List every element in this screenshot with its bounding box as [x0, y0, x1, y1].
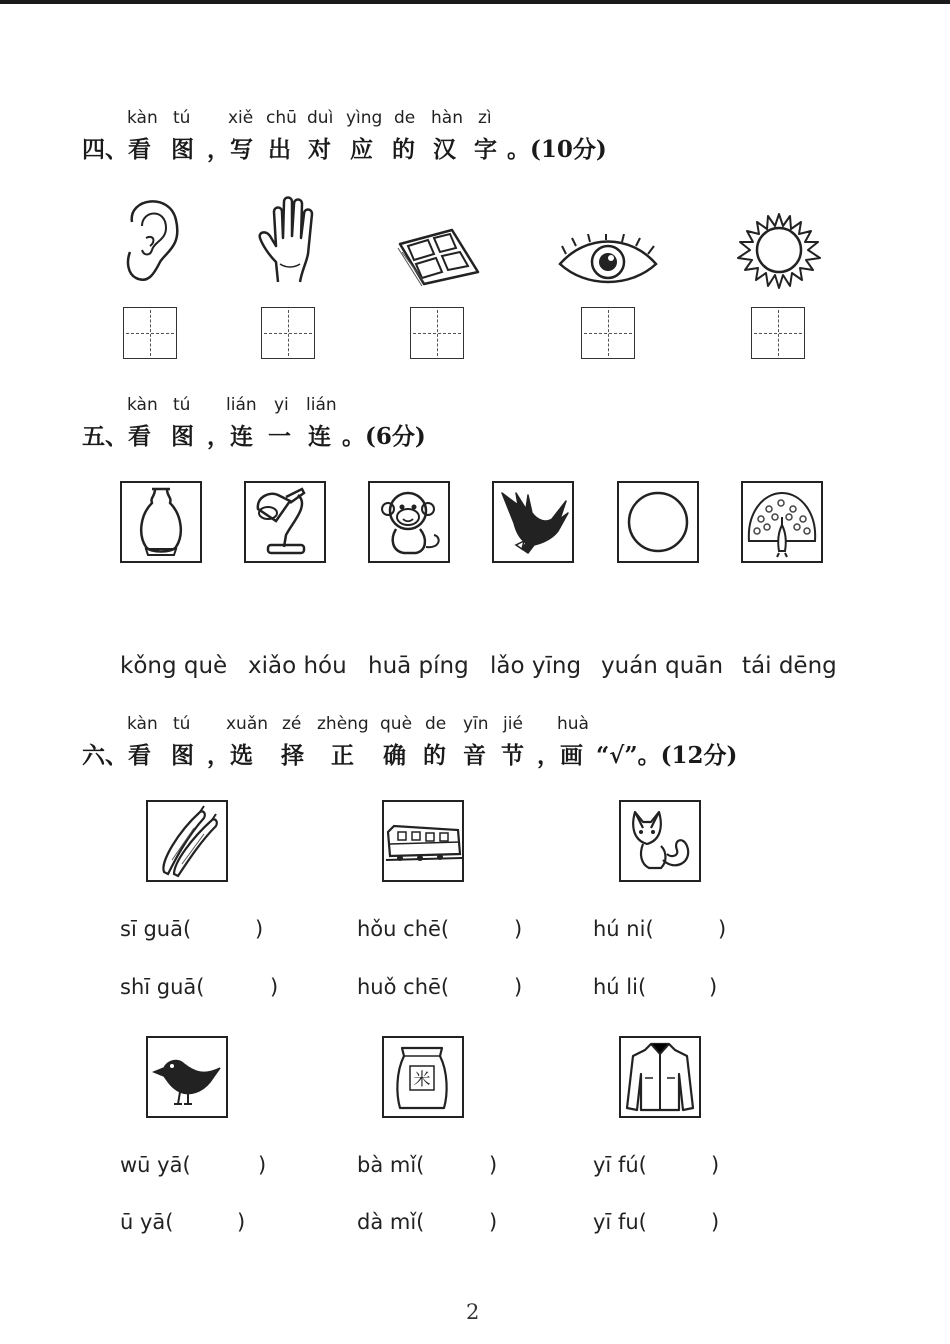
- page-number: 2: [466, 1300, 480, 1324]
- sun-icon: [734, 210, 824, 290]
- section4-title: [0, 131, 950, 163]
- section4-pinyin: [0, 108, 950, 130]
- title-char: ，写: [207, 136, 253, 163]
- pinyin: de: [425, 714, 447, 734]
- title-char: 图: [171, 136, 194, 163]
- title-char: 的: [423, 742, 446, 769]
- pinyin: lián: [306, 395, 337, 415]
- writing-box-2[interactable]: [261, 307, 315, 359]
- pinyin: tú: [173, 714, 191, 734]
- title-char: ，连: [207, 423, 253, 450]
- pinyin: zì: [478, 108, 492, 128]
- lamp-icon: [246, 483, 324, 561]
- section6-pinyin: [0, 714, 950, 736]
- vase-icon: [122, 483, 200, 561]
- pinyin: jié: [503, 714, 523, 734]
- eye-icon: [556, 234, 660, 290]
- answer-paren[interactable]: ): [489, 1153, 498, 1177]
- section6-title: [0, 737, 950, 769]
- answer-paren[interactable]: ): [711, 1210, 720, 1234]
- title-char: 确: [383, 742, 406, 769]
- title-char: 字: [474, 136, 497, 163]
- picture-lamp: [244, 481, 326, 563]
- title-char: 六、看: [82, 742, 151, 769]
- match-word: kǒng què: [120, 653, 228, 679]
- pinyin: duì: [307, 108, 334, 128]
- writing-box-3[interactable]: [410, 307, 464, 359]
- picture-fox: [619, 800, 701, 882]
- pinyin: zé: [282, 714, 302, 734]
- circle-icon: [619, 483, 697, 561]
- hand-icon: [256, 194, 322, 288]
- pinyin: kàn: [127, 108, 158, 128]
- title-char: 图: [171, 423, 194, 450]
- answer-paren[interactable]: ): [711, 1153, 720, 1177]
- answer-paren[interactable]: ): [255, 917, 264, 941]
- option-text: dà mǐ(: [357, 1210, 425, 1234]
- answer-paren[interactable]: ): [258, 1153, 267, 1177]
- title-char: 。(10分): [507, 136, 607, 163]
- top-border: [0, 0, 950, 4]
- pinyin: què: [380, 714, 413, 734]
- match-word: huā píng: [368, 653, 469, 679]
- section5-title: [0, 418, 950, 450]
- answer-paren[interactable]: ): [709, 975, 718, 999]
- title-char: 汉: [433, 136, 456, 163]
- title-char: ，画: [537, 742, 583, 769]
- picture-eagle: [492, 481, 574, 563]
- writing-box-4[interactable]: [581, 307, 635, 359]
- pinyin: yìng: [346, 108, 383, 128]
- picture-peacock: [741, 481, 823, 563]
- title-char: “√”。(12分): [596, 742, 738, 769]
- option-text: yī fu(: [593, 1210, 647, 1234]
- train-icon: [384, 802, 462, 880]
- pinyin: yi: [274, 395, 289, 415]
- match-word: xiǎo hóu: [248, 653, 347, 679]
- pinyin: kàn: [127, 395, 158, 415]
- writing-box-1[interactable]: [123, 307, 177, 359]
- pinyin: lián: [226, 395, 257, 415]
- option-text: yī fú(: [593, 1153, 647, 1177]
- pinyin: xiě: [228, 108, 254, 128]
- title-char: 出: [268, 136, 291, 163]
- title-char: 正: [331, 742, 354, 769]
- eagle-icon: [494, 483, 572, 561]
- option-text: hú ni(: [593, 917, 654, 941]
- field-icon: [394, 226, 482, 288]
- writing-box-5[interactable]: [751, 307, 805, 359]
- picture-train: [382, 800, 464, 882]
- option-text: hú li(: [593, 975, 647, 999]
- pinyin: de: [394, 108, 416, 128]
- picture-loofah: [146, 800, 228, 882]
- pinyin: tú: [173, 108, 191, 128]
- option-text: bà mǐ(: [357, 1153, 425, 1177]
- option-text: huǒ chē(: [357, 975, 450, 999]
- picture-rice-bag: [382, 1036, 464, 1118]
- match-word: tái dēng: [742, 653, 837, 679]
- title-char: 五、看: [82, 423, 151, 450]
- picture-circle: [617, 481, 699, 563]
- pinyin: huà: [557, 714, 589, 734]
- picture-crow: [146, 1036, 228, 1118]
- option-text: sī guā(: [120, 917, 192, 941]
- pinyin: xuǎn: [226, 714, 269, 734]
- title-char: 一: [268, 423, 291, 450]
- title-char: 连: [308, 423, 331, 450]
- crow-icon: [148, 1038, 226, 1116]
- pinyin: hàn: [431, 108, 463, 128]
- rice-bag-icon: [384, 1038, 462, 1116]
- answer-paren[interactable]: ): [718, 917, 727, 941]
- answer-paren[interactable]: ): [514, 917, 523, 941]
- title-char: 择: [281, 742, 304, 769]
- title-char: 音: [463, 742, 486, 769]
- picture-vase: [120, 481, 202, 563]
- pinyin: kàn: [127, 714, 158, 734]
- pinyin: zhèng: [317, 714, 369, 734]
- rice-label: 米: [413, 1070, 431, 1090]
- pinyin: chū: [266, 108, 297, 128]
- title-char: 。(6分): [342, 423, 426, 450]
- title-char: ，选: [207, 742, 253, 769]
- section5-pinyin: [0, 395, 950, 417]
- jacket-icon: [621, 1038, 699, 1116]
- title-char: 图: [171, 742, 194, 769]
- monkey-icon: [370, 483, 448, 561]
- answer-paren[interactable]: ): [514, 975, 523, 999]
- title-char: 的: [392, 136, 415, 163]
- option-text: hǒu chē(: [357, 917, 450, 941]
- picture-jacket: [619, 1036, 701, 1118]
- answer-paren[interactable]: ): [237, 1210, 246, 1234]
- title-char: 应: [350, 136, 373, 163]
- ear-icon: [118, 192, 184, 288]
- title-char: 节: [501, 742, 524, 769]
- loofah-icon: [148, 802, 226, 880]
- pinyin: tú: [173, 395, 191, 415]
- option-text: shī guā(: [120, 975, 205, 999]
- pinyin: yīn: [463, 714, 489, 734]
- answer-paren[interactable]: ): [270, 975, 279, 999]
- picture-monkey: [368, 481, 450, 563]
- match-word: lǎo yīng: [490, 653, 582, 679]
- option-text: ū yā(: [120, 1210, 174, 1234]
- fox-icon: [621, 802, 699, 880]
- match-word: yuán quān: [601, 653, 724, 679]
- peacock-icon: [743, 483, 821, 561]
- title-char: 对: [308, 136, 331, 163]
- option-text: wū yā(: [120, 1153, 191, 1177]
- title-char: 四、看: [82, 136, 151, 163]
- answer-paren[interactable]: ): [489, 1210, 498, 1234]
